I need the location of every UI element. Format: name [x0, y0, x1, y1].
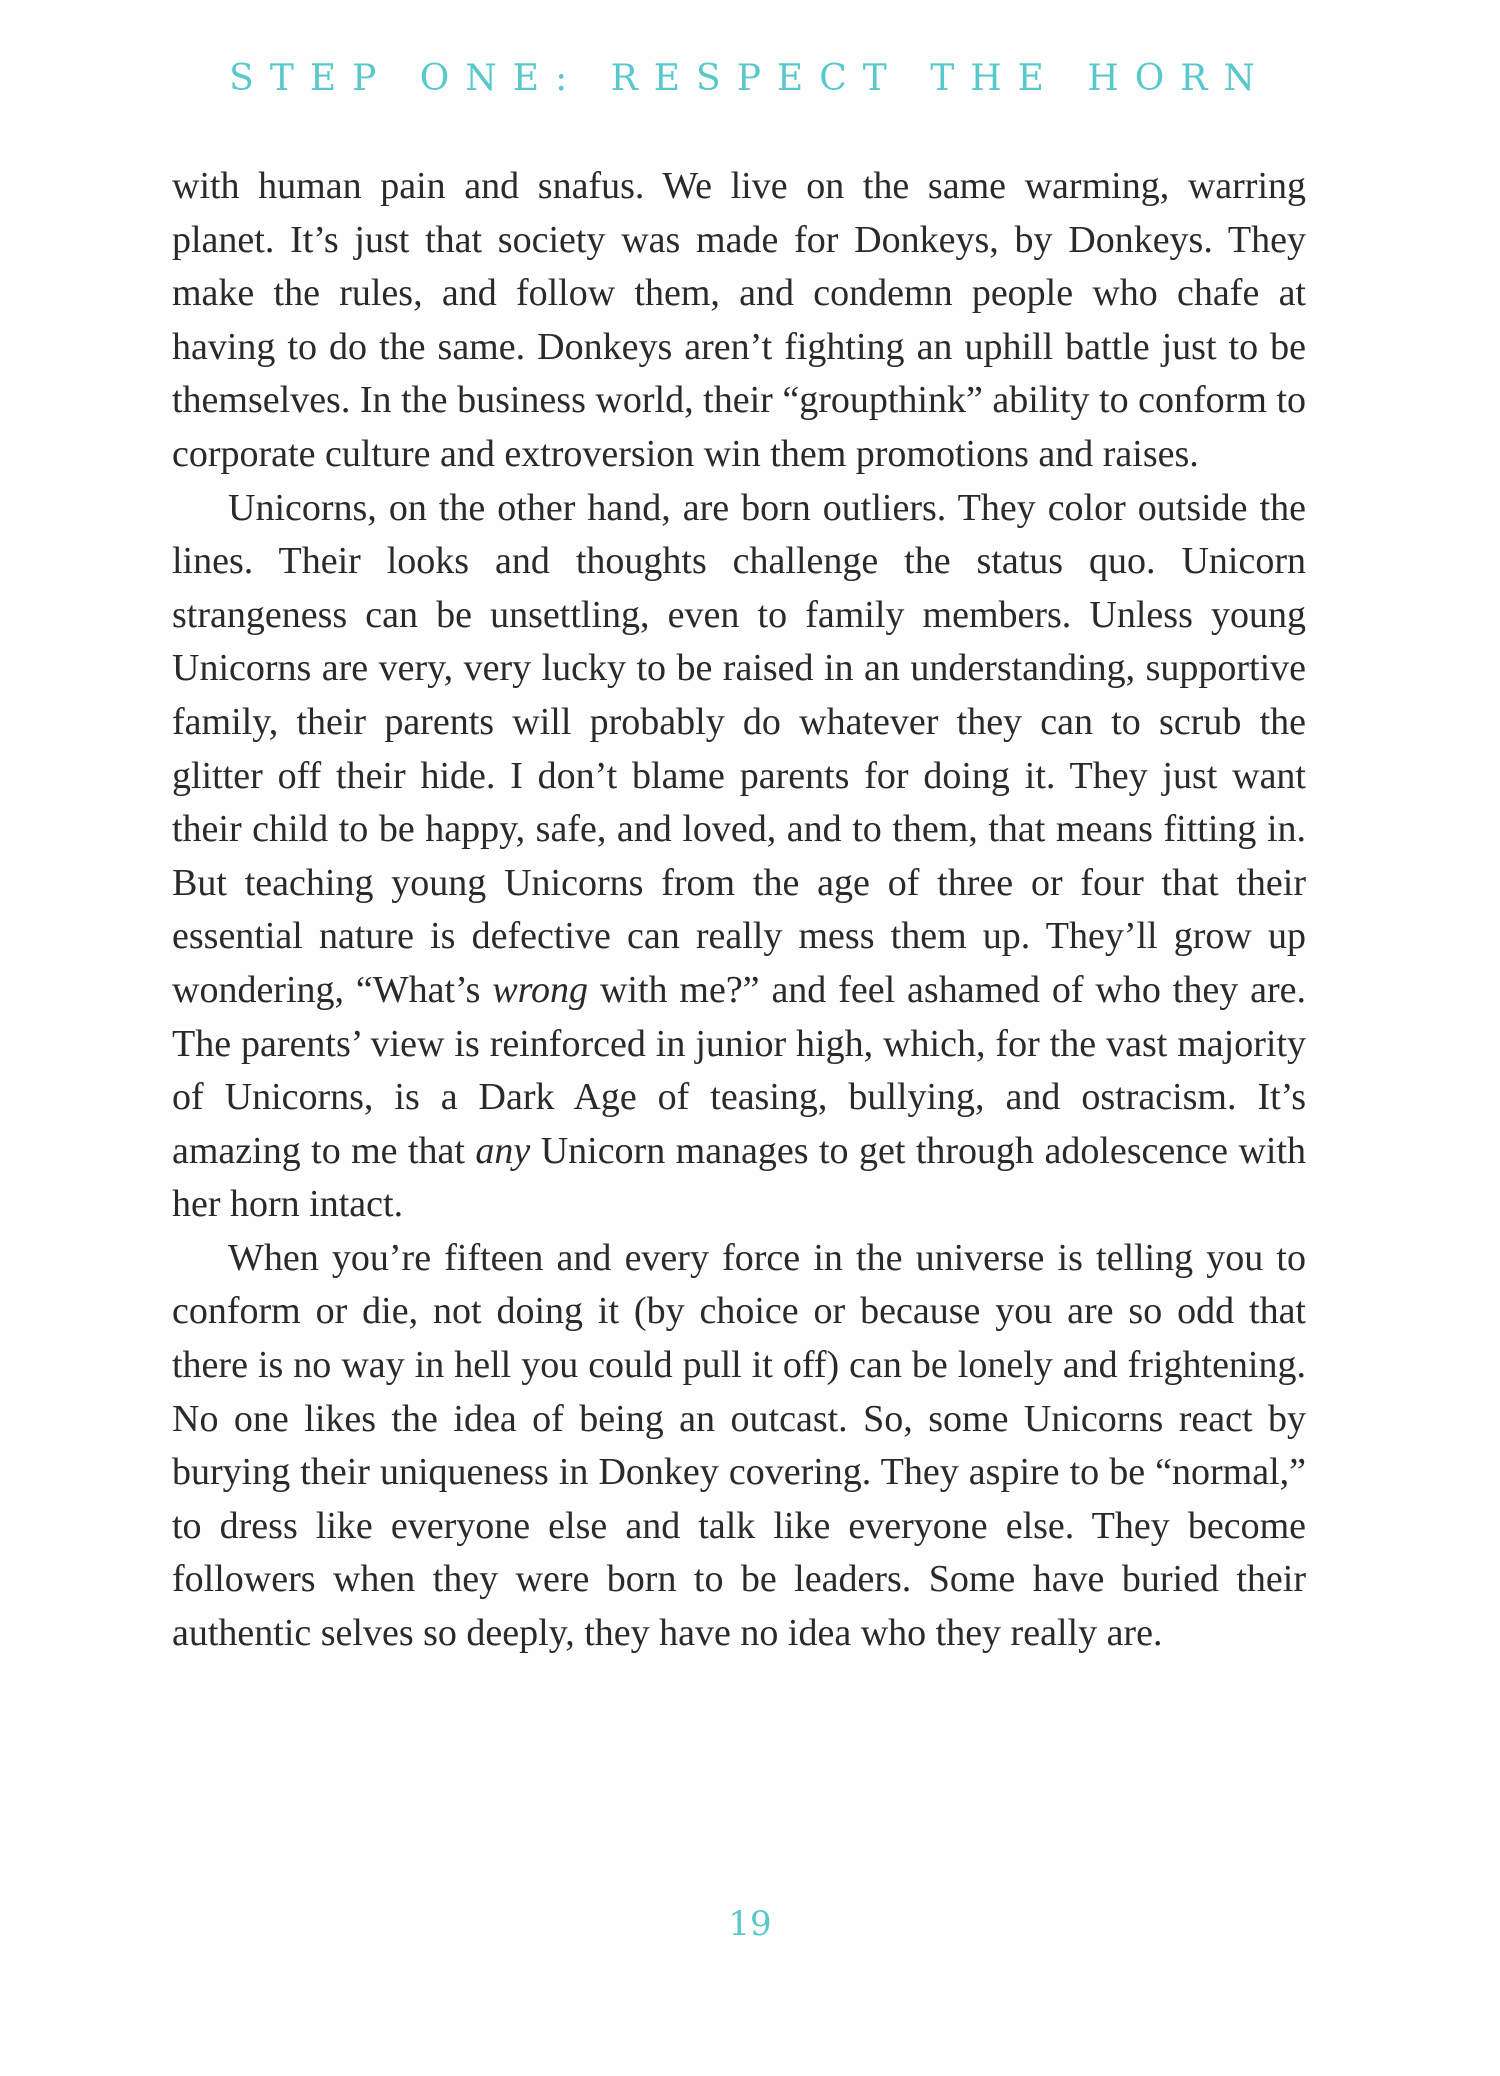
running-head: STEP ONE: RESPECT THE HORN	[229, 58, 1271, 99]
paragraph	[172, 482, 1306, 1232]
paragraph-text: Unicorns, on the other hand, are born outliers. They color outside the lines. Their looks and thoughts challenge the status quo. Unicorn strangeness can be unsettling, even to family members. Unless young Unicorns are very, very lucky to be raised in an understanding, supportive family, their parents will probably do whatever they can to scrub the glitter off their hide. I don’t blame parents for doing it. They just want their child to be happy, safe, and loved, and to them, that means fitting in. But teaching young Unicorns from the age of three or four that their essential nature is defective can really mess them up. They’ll grow up wondering, “What’s	[172, 486, 1306, 1011]
emphasis-text: any	[475, 1129, 531, 1172]
paragraph	[172, 160, 1306, 482]
paragraph-text: Unicorn manages to get through adolescence with her horn intact.	[172, 1129, 1306, 1226]
emphasis-text: wrong	[492, 968, 589, 1011]
paragraph	[172, 1232, 1306, 1661]
page-number: 19	[728, 1904, 772, 1944]
paragraph-text: with human pain and snafus. We live on the same warming, warring planet. It’s just that society was made for Donkeys, by Donkeys. They make the rules, and follow them, and condemn people who chafe at having to do the same. Donkeys aren’t fighting an uphill battle just to be themselves. In the business world, their “groupthink” ability to conform to corporate culture and extroversion win them promotions and raises.	[172, 165, 1306, 475]
paragraph-text: with me?” and feel ashamed of who they are. The parents’ view is reinforced in junior high, which, for the vast majority of Unicorns, is a Dark Age of teasing, bullying, and ostracism. It’s amazing to me that	[172, 968, 1306, 1172]
paragraph-text: When you’re fifteen and every force in the universe is telling you to conform or die, not doing it (by choice or because you are so odd that there is no way in hell you could pull it off) can be lonely and frightening. No one likes the idea of being an outcast. So, some Unicorns react by burying their uniqueness in Donkey covering. They aspire to be “normal,” to dress like everyone else and talk like everyone else. They become followers when they were born to be leaders. Some have buried their authentic selves so deeply, they have no idea who they really are.	[172, 1236, 1306, 1655]
body-text	[172, 160, 1306, 1661]
